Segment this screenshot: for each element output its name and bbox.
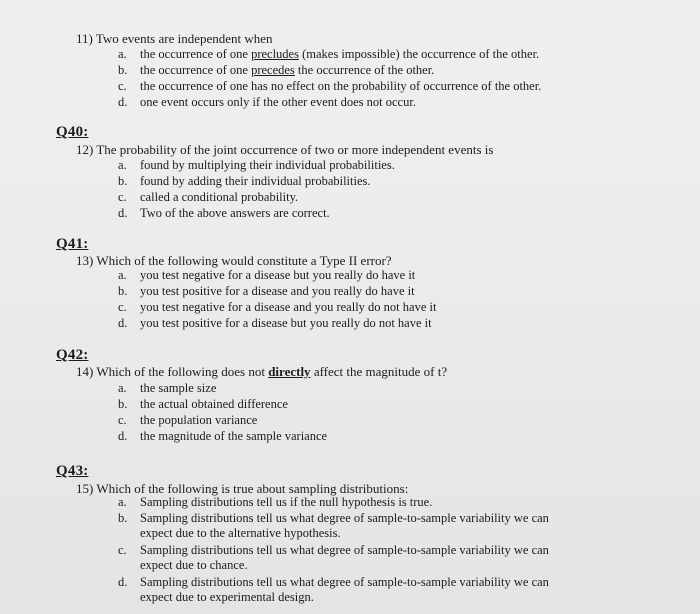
option-text: the occurrence of the other. <box>294 63 435 77</box>
question-14-option-b <box>118 397 288 412</box>
option-text: the occurrence of one <box>140 47 252 61</box>
option-letter: b. <box>118 397 128 411</box>
question-14-text <box>76 364 447 380</box>
option-letter: d. <box>118 95 128 109</box>
option-letter: b. <box>118 284 128 298</box>
question-15-option-a <box>118 495 432 510</box>
question-15-text: 15) Which of the following is true about sampling distributions: <box>76 481 409 496</box>
question-12-option-d <box>118 206 330 221</box>
question-11-option-d <box>118 95 416 110</box>
question-13-text: 13) Which of the following would constitute a Type II error? <box>76 253 392 268</box>
question-text: 14) Which of the following does not <box>76 364 269 379</box>
option-text: the sample size <box>140 381 217 395</box>
question-label-q40: Q40: <box>56 124 89 140</box>
option-letter: a. <box>118 47 127 61</box>
option-letter: b. <box>118 63 128 77</box>
option-letter: d. <box>118 429 128 443</box>
option-text: found by multiplying their individual probabilities. <box>140 158 395 172</box>
option-text: Sampling distributions tell us what degree of sample-to-sample variability we can <box>140 511 549 525</box>
option-text: (makes impossible) the occurrence of the other. <box>298 47 540 61</box>
option-text: expect due to chance. <box>140 558 248 572</box>
option-text: you test negative for a disease and you really do not have it <box>140 300 437 314</box>
option-text: you test positive for a disease and you really do have it <box>140 284 415 298</box>
option-letter: d. <box>118 575 128 589</box>
question-11-option-a <box>118 47 539 62</box>
question-13-option-a <box>118 268 415 283</box>
question-12-option-b <box>118 174 371 189</box>
question-label-q43: Q43: <box>56 463 89 479</box>
option-letter: b. <box>118 511 128 525</box>
question-13-option-c <box>118 300 436 315</box>
question-15-option-d <box>118 575 549 605</box>
option-text: one event occurs only if the other event does not occur. <box>140 95 416 109</box>
option-text: the occurrence of one has no effect on the probability of occurrence of the other. <box>140 79 542 93</box>
question-12-text: 12) The probability of the joint occurrence of two or more independent events is <box>76 142 494 157</box>
option-letter: d. <box>118 316 128 330</box>
option-letter: d. <box>118 206 128 220</box>
option-letter: c. <box>118 190 127 204</box>
option-letter: c. <box>118 543 127 557</box>
option-letter: b. <box>118 174 128 188</box>
option-letter: a. <box>118 495 127 509</box>
question-14-option-d <box>118 429 327 444</box>
question-15-option-c <box>118 543 549 573</box>
question-11-text: 11) Two events are independent when <box>76 31 273 46</box>
option-text: Sampling distributions tell us if the null hypothesis is true. <box>140 495 433 509</box>
question-14-option-a <box>118 381 216 396</box>
option-text: Sampling distributions tell us what degree of sample-to-sample variability we can <box>140 575 549 589</box>
option-letter: c. <box>118 79 127 93</box>
question-11-option-c <box>118 79 541 94</box>
option-text: the actual obtained difference <box>140 397 288 411</box>
option-text: found by adding their individual probabilities. <box>140 174 371 188</box>
question-12-option-c <box>118 190 298 205</box>
option-emphasis: precedes <box>251 63 295 77</box>
option-text: expect due to experimental design. <box>140 590 314 604</box>
option-emphasis: precludes <box>251 47 299 61</box>
question-label-q42: Q42: <box>56 347 89 363</box>
question-emphasis: directly <box>268 364 311 379</box>
option-text: you test positive for a disease but you really do not have it <box>140 316 432 330</box>
question-label-q41: Q41: <box>56 236 89 252</box>
option-text: you test negative for a disease but you really do have it <box>140 268 416 282</box>
option-text: expect due to the alternative hypothesis. <box>140 526 341 540</box>
option-letter: c. <box>118 300 127 314</box>
option-letter: a. <box>118 381 127 395</box>
question-text: affect the magnitude of t? <box>310 364 448 379</box>
question-14-option-c <box>118 413 257 428</box>
question-12-option-a <box>118 158 395 173</box>
question-15-option-b <box>118 511 549 541</box>
option-letter: a. <box>118 268 127 282</box>
option-text: Sampling distributions tell us what degree of sample-to-sample variability we can <box>140 543 549 557</box>
option-text: the magnitude of the sample variance <box>140 429 328 443</box>
option-text: the occurrence of one <box>140 63 252 77</box>
question-13-option-b <box>118 284 415 299</box>
question-11-option-b <box>118 63 434 78</box>
question-13-option-d <box>118 316 432 331</box>
option-letter: a. <box>118 158 127 172</box>
option-text: called a conditional probability. <box>140 190 299 204</box>
option-text: the population variance <box>140 413 258 427</box>
option-text: Two of the above answers are correct. <box>140 206 330 220</box>
option-letter: c. <box>118 413 127 427</box>
